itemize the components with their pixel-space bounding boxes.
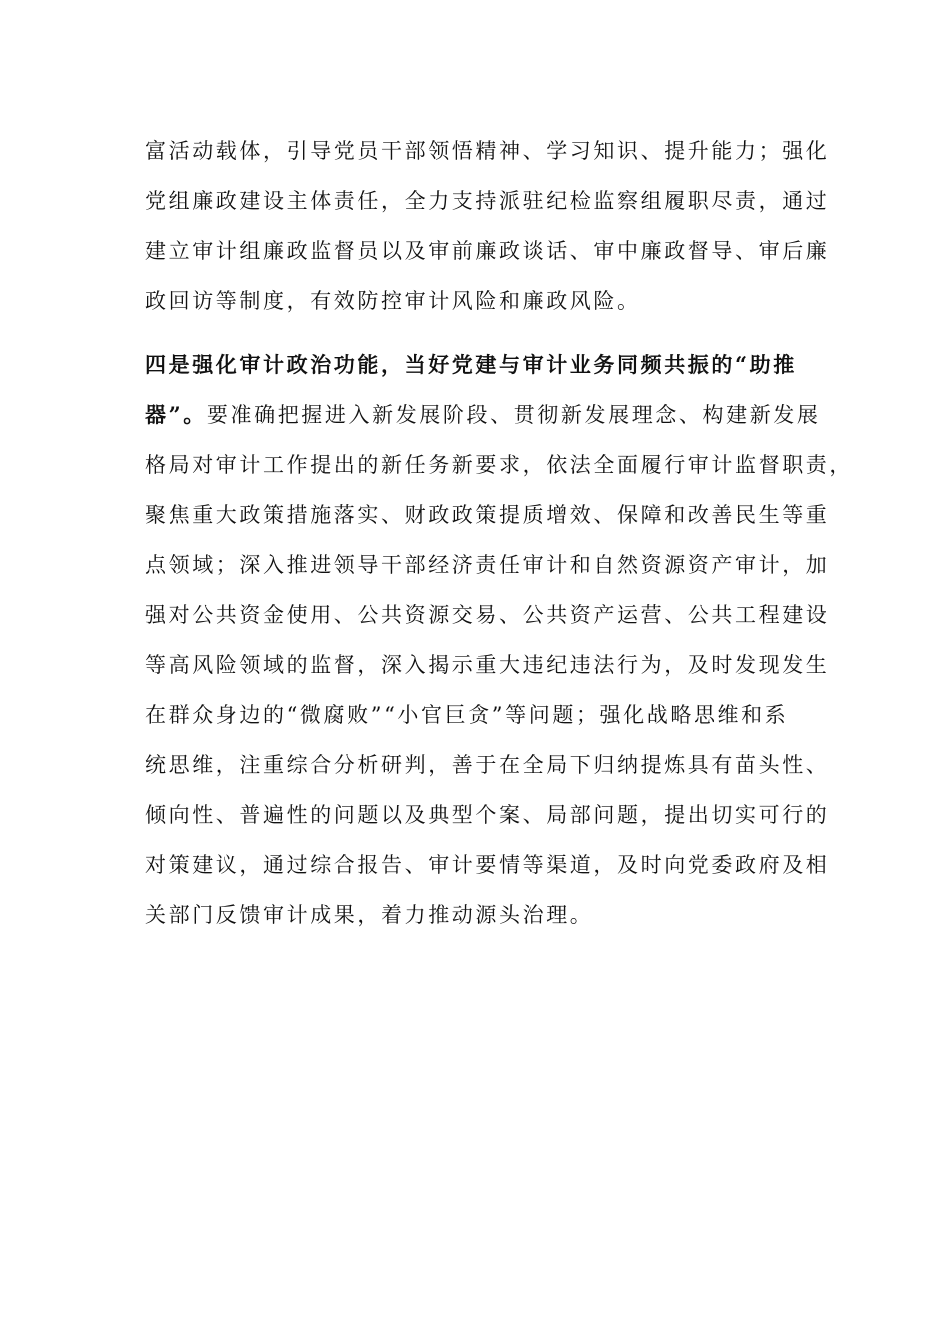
paragraph-line: 强对公共资金使用、公共资源交易、公共资产运营、公共工程建设 <box>145 603 830 627</box>
paragraph-line: 聚焦重大政策措施落实、财政政策提质增效、保障和改善民生等重 <box>145 503 830 527</box>
paragraph-2 <box>145 340 853 940</box>
paragraph-line: 对策建议，通过综合报告、审计要情等渠道，及时向党委政府及相 <box>145 853 830 877</box>
paragraph-1 <box>145 126 830 326</box>
section-heading-end: 器”。 <box>145 402 207 427</box>
paragraph-line-rest: 要准确把握进入新发展阶段、贯彻新发展理念、构建新发展 <box>206 403 821 427</box>
paragraph-line: 等高风险领域的监督，深入揭示重大违纪违法行为，及时发现发生 <box>145 653 830 677</box>
section-heading: 四是强化审计政治功能，当好党建与审计业务同频共振的“助推 <box>145 352 797 377</box>
paragraph-line: 统思维，注重综合分析研判，善于在全局下归纳提炼具有苗头性、 <box>145 753 830 777</box>
paragraph-line: 政回访等制度，有效防控审计风险和廉政风险。 <box>145 289 641 313</box>
paragraph-line: 点领域；深入推进领导干部经济责任审计和自然资源资产审计，加 <box>145 553 830 577</box>
paragraph-line: 关部门反馈审计成果，着力推动源头治理。 <box>145 903 594 927</box>
paragraph-line: 在群众身边的“微腐败”“小官巨贪”等问题；强化战略思维和系 <box>145 703 789 727</box>
paragraph-line: 建立审计组廉政监督员以及审前廉政谈话、审中廉政督导、审后廉 <box>145 239 830 263</box>
paragraph-line: 富活动载体，引导党员干部领悟精神、学习知识、提升能力；强化 <box>145 139 830 163</box>
paragraph-line: 倾向性、普遍性的问题以及典型个案、局部问题，提出切实可行的 <box>145 803 830 827</box>
paragraph-line: 党组廉政建设主体责任，全力支持派驻纪检监察组履职尽责，通过 <box>145 189 830 213</box>
paragraph-line <box>145 390 821 440</box>
paragraph-line: 格局对审计工作提出的新任务新要求，依法全面履行审计监督职责， <box>145 453 853 477</box>
